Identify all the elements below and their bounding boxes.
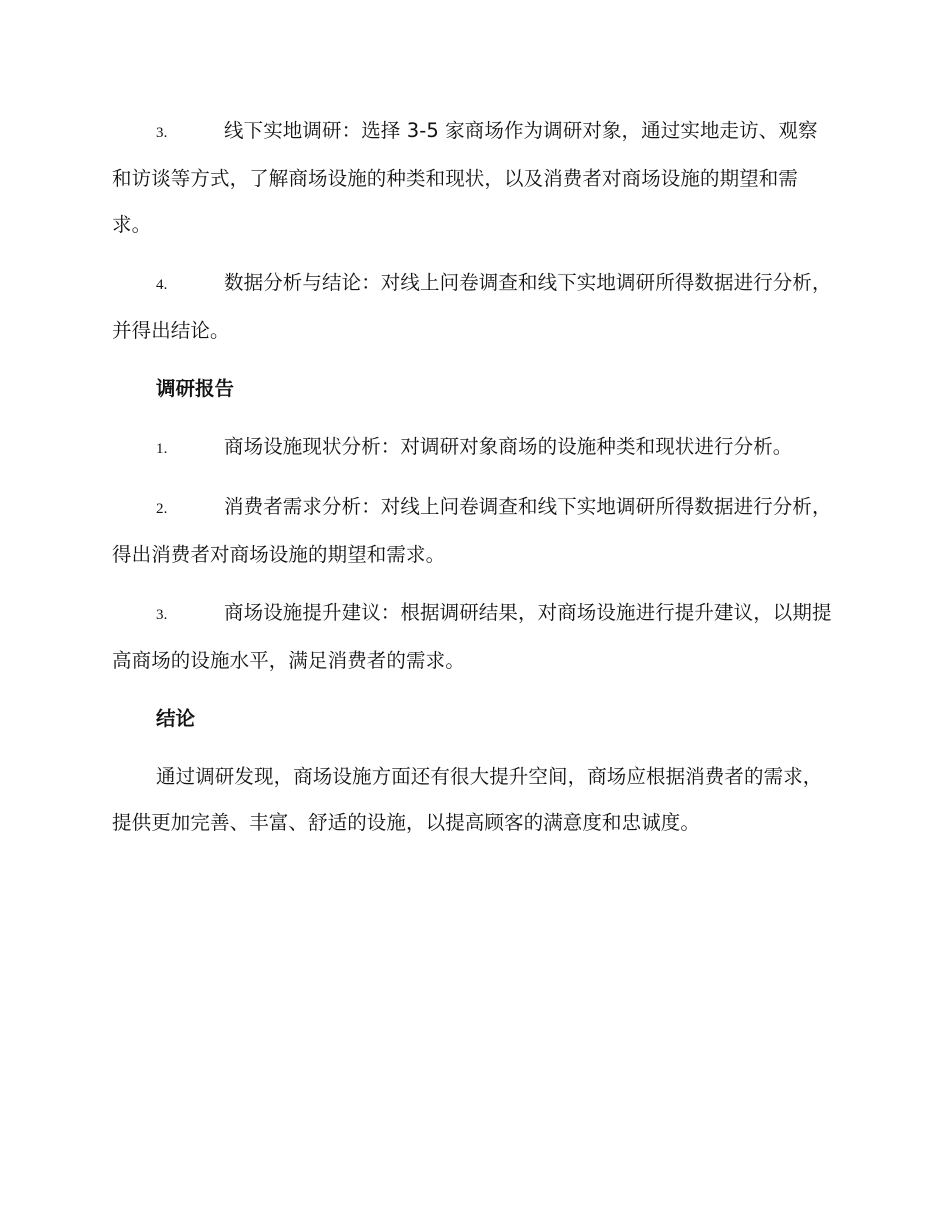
list-item-method-4 <box>112 260 836 354</box>
list-item-number: 1. <box>156 441 168 457</box>
conclusion-paragraph: 通过调研发现，商场设施方面还有很大提升空间，商场应根据消费者的需求，提供更加完善、丰富、舒适的设施，以提高顾客的满意度和忠诚度。 <box>112 765 823 834</box>
list-item-report-1 <box>112 424 836 472</box>
list-item-number: 3. <box>156 125 168 141</box>
list-item-report-2 <box>112 484 836 578</box>
list-item-report-3 <box>112 590 836 684</box>
section-heading-report: 调研报告 <box>156 377 235 400</box>
list-item-text: 商场设施提升建议：根据调研结果，对商场设施进行提升建议，以期提高商场的设施水平，满足消费者的需求。 <box>112 601 832 672</box>
document-body <box>112 108 836 846</box>
list-item-method-3 <box>112 108 836 248</box>
list-item-text: 消费者需求分析：对线上问卷调查和线下实地调研所得数据进行分析，得出消费者对商场设施的期望和需求。 <box>112 495 832 566</box>
list-item-text: 线下实地调研：选择 3-5 家商场作为调研对象，通过实地走访、观察和访谈等方式，了解商场设施的种类和现状，以及消费者对商场设施的期望和需求。 <box>112 119 818 236</box>
list-item-number: 2. <box>156 501 168 517</box>
list-item-number: 4. <box>156 277 168 293</box>
list-item-text: 数据分析与结论：对线上问卷调查和线下实地调研所得数据进行分析，并得出结论。 <box>112 271 832 342</box>
list-item-number: 3. <box>156 607 168 623</box>
list-item-text: 商场设施现状分析：对调研对象商场的设施种类和现状进行分析。 <box>224 435 793 458</box>
section-heading-conclusion: 结论 <box>156 707 196 730</box>
